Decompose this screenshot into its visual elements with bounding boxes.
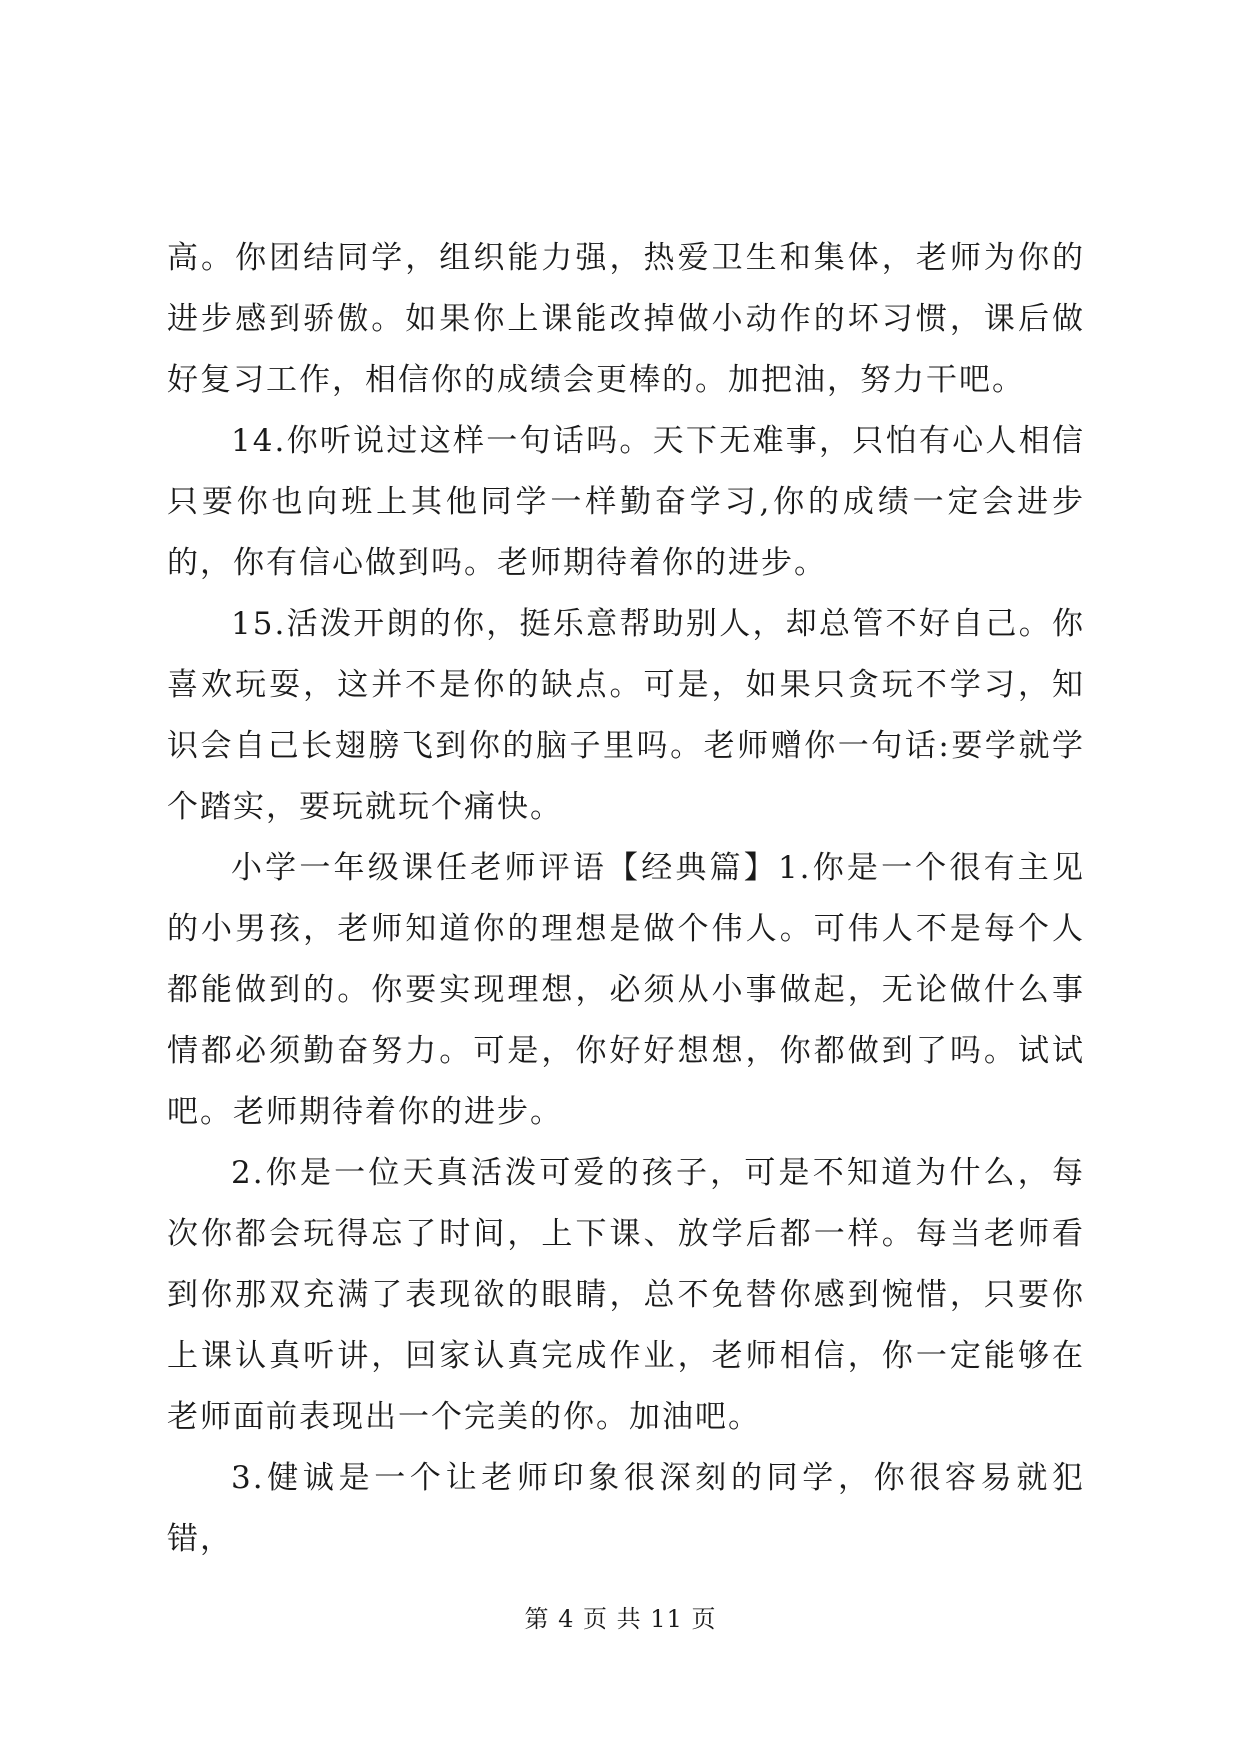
paragraph-classic-3: 3.健诚是一个让老师印象很深刻的同学，你很容易就犯错， xyxy=(167,1460,1085,1557)
paragraph-continued: 高。你团结同学，组织能力强，热爱卫生和集体，老师为你的进步感到骄傲。如果你上课能改掉做小动作的坏习惯，课后做好复习工作，相信你的成绩会更棒的。加把油，努力干吧。 xyxy=(167,240,1085,398)
body-text xyxy=(167,228,1085,1570)
paragraph-classic-2: 2.你是一位天真活泼可爱的孩子，可是不知道为什么，每次你都会玩得忘了时间，上下课、放学后都一样。每当老师看到你那双充满了表现欲的眼睛，总不免替你感到惋惜，只要你上课认真听讲，回家认真完成作业，老师相信，你一定能够在老师面前表现出一个完美的你。加油吧。 xyxy=(167,1155,1085,1435)
paragraph-15: 15.活泼开朗的你，挺乐意帮助别人，却总管不好自己。你喜欢玩耍，这并不是你的缺点。可是，如果只贪玩不学习，知识会自己长翅膀飞到你的脑子里吗。老师赠你一句话:要学就学个踏实，要玩就玩个痛快。 xyxy=(167,606,1085,825)
page-number-footer: 第 4 页 共 11 页 xyxy=(524,1605,717,1633)
paragraph-classic-1: 小学一年级课任老师评语【经典篇】1.你是一个很有主见的小男孩，老师知道你的理想是做个伟人。可伟人不是每个人都能做到的。你要实现理想，必须从小事做起，无论做什么事情都必须勤奋努力。可是，你好好想想，你都做到了吗。试试吧。老师期待着你的进步。 xyxy=(167,850,1085,1130)
paragraph-14: 14.你听说过这样一句话吗。天下无难事，只怕有心人相信只要你也向班上其他同学一样勤奋学习,你的成绩一定会进步的，你有信心做到吗。老师期待着你的进步。 xyxy=(167,423,1085,581)
